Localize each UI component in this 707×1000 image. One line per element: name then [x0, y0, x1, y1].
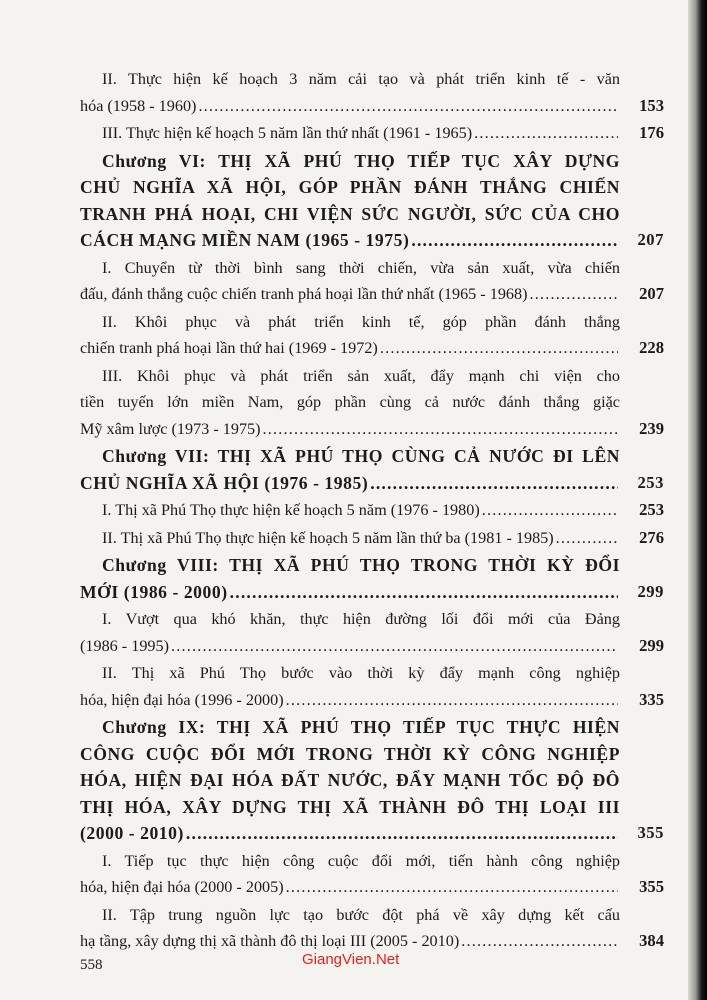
toc-page-number: 176	[639, 123, 664, 142]
dot-leader	[186, 820, 618, 847]
toc-entry-last-line	[80, 470, 664, 497]
toc-entry-line: III. Khôi phục và phát triển sản xuất, đẩy mạnh chi viện cho	[102, 366, 620, 385]
toc-section-entry	[80, 848, 664, 901]
toc-entry-text: chiến tranh phá hoại lần thứ hai (1969 - 1972)	[80, 339, 378, 357]
toc-entry-last-line	[80, 820, 664, 847]
toc-page-number: 253	[637, 472, 664, 492]
toc-page-number: 355	[639, 877, 664, 896]
toc-section-entry	[80, 309, 664, 362]
toc-section-entry	[80, 120, 664, 147]
toc-section-entry	[80, 255, 664, 308]
toc-chapter-entry	[80, 443, 664, 496]
toc-entry-text: hóa (1958 - 1960)	[80, 96, 197, 115]
toc-entry-line: II. Thị xã Phú Thọ bước vào thời kỳ đẩy mạnh công nghiệp	[102, 664, 620, 682]
toc-entry-line: II. Thực hiện kế hoạch 3 năm cải tạo và phát triển kinh tế - văn	[102, 70, 620, 88]
toc-entry-line: THỊ HÓA, XÂY DỰNG THỊ XÃ THÀNH ĐÔ THỊ LOẠI III	[80, 796, 620, 817]
toc-entry-line: tiền tuyến lớn miền Nam, góp phần cùng cả nước đánh thắng giặc	[80, 393, 620, 411]
toc-entry-line: HÓA, HIỆN ĐẠI HÓA ĐẤT NƯỚC, ĐẨY MẠNH TỐC ĐỘ ĐÔ	[80, 770, 620, 790]
toc-entry-text: hóa, hiện đại hóa (2000 - 2005)	[80, 878, 284, 896]
toc-section-entry	[80, 525, 664, 552]
toc-entry-last-line	[80, 281, 664, 308]
toc-entry-line: Chương VII: THỊ XÃ PHÚ THỌ CÙNG CẢ NƯỚC ĐI LÊN	[102, 446, 620, 466]
toc-entry-last-line	[80, 120, 664, 147]
dot-leader	[286, 874, 618, 901]
toc-entry-line: CHỦ NGHĨA XÃ HỘI, GÓP PHẦN ĐÁNH THẮNG CHIẾN	[80, 177, 620, 197]
toc-page-number: 355	[637, 823, 664, 842]
dot-leader	[380, 335, 618, 362]
dot-leader	[556, 525, 618, 552]
toc-entry-text: hạ tầng, xây dựng thị xã thành đô thị loại III (2005 - 2010)	[80, 932, 460, 950]
toc-entry-text: III. Thực hiện kế hoạch 5 năm lần thứ nhất (1961 - 1965)	[102, 124, 473, 142]
toc-page-number: 207	[637, 230, 664, 249]
toc-page-number: 207	[639, 284, 664, 303]
dot-leader	[482, 497, 618, 524]
toc-page-number: 299	[637, 581, 664, 601]
dot-leader	[411, 227, 618, 254]
page-edge-shadow	[688, 0, 707, 1000]
toc-page-number: 228	[639, 338, 664, 357]
toc-entry-last-line	[80, 497, 664, 524]
toc-entry-last-line	[80, 416, 664, 443]
toc-entry-text: hóa, hiện đại hóa (1996 - 2000)	[80, 690, 284, 709]
dot-leader	[461, 928, 618, 955]
toc-entry-last-line	[80, 227, 664, 254]
toc-section-entry	[80, 902, 664, 955]
toc-entry-line: CÔNG CUỘC ĐỔI MỚI TRONG THỜI KỲ CÔNG NGHIỆP	[80, 743, 620, 764]
toc-section-entry	[80, 606, 664, 659]
toc-page-number: 153	[639, 95, 664, 115]
toc-entry-line: II. Khôi phục và phát triển kinh tế, góp phần đánh thắng	[102, 312, 620, 331]
toc-page-number: 276	[639, 527, 664, 547]
toc-page-number: 239	[639, 418, 664, 438]
page-number: 558	[80, 957, 103, 973]
toc-section-entry	[80, 660, 664, 713]
toc-page-number: 253	[639, 500, 664, 519]
toc-entry-line: I. Vượt qua khó khăn, thực hiện đường lối đổi mới của Đảng	[102, 610, 620, 628]
toc-entry-text: Mỹ xâm lược (1973 - 1975)	[80, 419, 261, 438]
dot-leader	[230, 579, 618, 606]
dot-leader	[198, 93, 618, 120]
toc-entry-last-line	[80, 633, 664, 660]
toc-entry-text: II. Thị xã Phú Thọ thực hiện kế hoạch 5 năm lần thứ ba (1981 - 1985)	[102, 528, 554, 547]
toc-chapter-entry	[80, 148, 664, 254]
toc-entry-text: MỚI (1986 - 2000)	[80, 581, 228, 602]
dot-leader	[530, 281, 618, 308]
toc-entry-line: I. Chuyển từ thời bình sang thời chiến, vừa sản xuất, vừa chiến	[102, 258, 620, 277]
toc-entry-last-line	[80, 525, 664, 552]
toc-entry-last-line	[80, 93, 664, 120]
dot-leader	[370, 470, 618, 497]
toc-entry-line: Chương IX: THỊ XÃ PHÚ THỌ TIẾP TỤC THỰC HIỆN	[102, 717, 620, 737]
table-of-contents	[80, 66, 664, 956]
toc-entry-line: TRANH PHÁ HOẠI, CHI VIỆN SỨC NGƯỜI, SỨC CỦA CHO	[80, 203, 620, 224]
dot-leader	[263, 416, 618, 443]
watermark-brand: GiangVien.Net	[302, 951, 400, 968]
toc-page-number: 384	[639, 931, 664, 950]
toc-entry-last-line	[80, 579, 664, 606]
dot-leader	[286, 687, 618, 714]
toc-entry-line: Chương VI: THỊ XÃ PHÚ THỌ TIẾP TỤC XÂY DỰNG	[102, 150, 620, 171]
toc-entry-last-line	[80, 335, 664, 362]
toc-entry-line: Chương VIII: THỊ XÃ PHÚ THỌ TRONG THỜI KỲ ĐỔI	[102, 555, 620, 575]
toc-section-entry	[80, 497, 664, 524]
toc-entry-line: II. Tập trung nguồn lực tạo bước đột phá về xây dựng kết cấu	[102, 905, 620, 924]
dot-leader	[474, 120, 618, 147]
toc-entry-last-line	[80, 874, 664, 901]
toc-entry-text: I. Thị xã Phú Thọ thực hiện kế hoạch 5 năm (1976 - 1980)	[102, 501, 480, 519]
toc-entry-line: I. Tiếp tục thực hiện công cuộc đổi mới, tiến hành công nghiệp	[102, 851, 620, 870]
toc-entry-last-line	[80, 687, 664, 714]
toc-section-entry	[80, 363, 664, 443]
toc-entry-text: (2000 - 2010)	[80, 823, 184, 843]
toc-entry-text: CHỦ NGHĨA XÃ HỘI (1976 - 1985)	[80, 472, 369, 493]
toc-page-number: 299	[639, 635, 664, 655]
toc-entry-text: CÁCH MẠNG MIỀN NAM (1965 - 1975)	[80, 230, 410, 250]
toc-section-entry	[80, 66, 664, 119]
toc-entry-text: (1986 - 1995)	[80, 636, 170, 655]
dot-leader	[171, 633, 618, 660]
toc-chapter-entry	[80, 552, 664, 605]
toc-chapter-entry	[80, 714, 664, 847]
toc-entry-text: đấu, đánh thắng cuộc chiến tranh phá hoại lần thứ nhất (1965 - 1968)	[80, 285, 528, 303]
toc-page-number: 335	[639, 689, 664, 709]
